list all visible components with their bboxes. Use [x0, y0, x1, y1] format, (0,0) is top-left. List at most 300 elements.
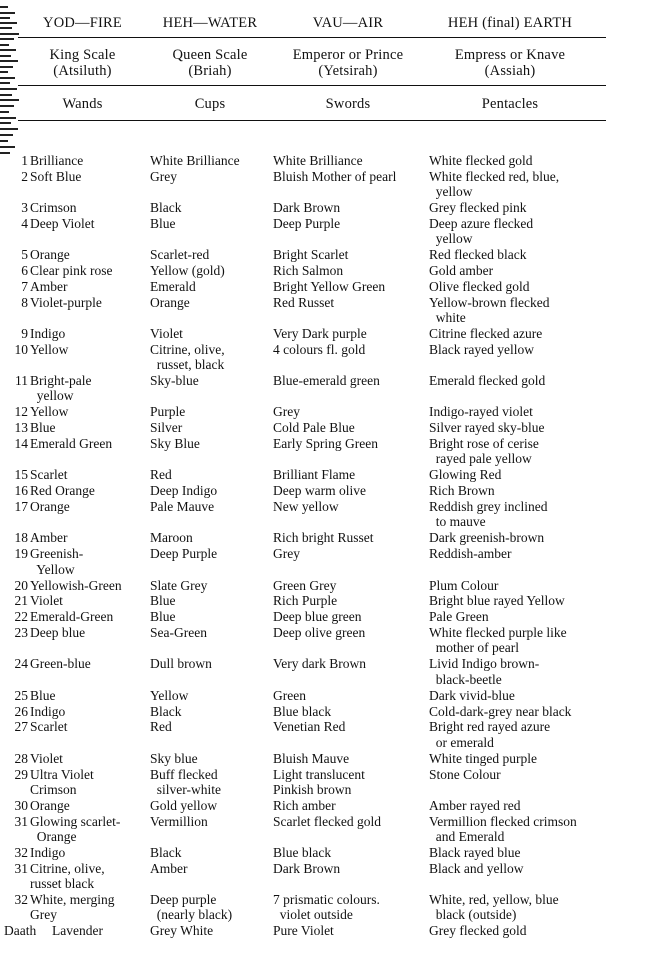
- emperor-scale-cell: [273, 326, 367, 341]
- cell-line: Blue: [30, 687, 56, 703]
- emperor-scale-cell: [273, 845, 331, 860]
- cell-line: Rich Purple: [273, 593, 338, 609]
- cell-line: rayed pale yellow: [429, 451, 532, 467]
- cell-line: Soft Blue: [30, 168, 82, 184]
- cell-line: Rich bright Russet: [273, 530, 374, 546]
- cell-line: Dull brown: [150, 656, 212, 672]
- cell-line: Brilliance: [30, 153, 84, 168]
- emperor-scale-cell: [273, 499, 339, 514]
- path-number: 23: [14, 625, 28, 641]
- empress-scale-cell: [429, 216, 533, 247]
- path-number: 3: [21, 200, 28, 216]
- cell-line: Blue: [150, 593, 176, 609]
- cell-line: Deep Purple: [150, 546, 218, 562]
- empress-scale-cell: [429, 373, 545, 388]
- king-scale-cell: [30, 404, 68, 419]
- cell-line: Yellowish-Green: [30, 577, 122, 593]
- path-number: 22: [14, 609, 28, 625]
- cell-line: mother of pearl: [429, 640, 519, 656]
- queen-scale-cell: [150, 373, 199, 388]
- cell-line: 7 prismatic colours.: [273, 891, 380, 907]
- king-scale-title: King Scale: [49, 47, 116, 63]
- path-number: 16: [14, 483, 28, 499]
- king-scale-cell: [30, 483, 95, 498]
- cell-line: and Emerald: [429, 828, 505, 844]
- emperor-scale-world: (Yetsirah): [318, 63, 378, 79]
- cell-line: Black rayed yellow: [429, 342, 534, 357]
- emperor-scale-title: Emperor or Prince: [292, 47, 404, 63]
- cell-line: Emerald Green: [30, 436, 113, 452]
- cell-line: White flecked purple like: [429, 625, 567, 641]
- queen-scale-cell: [150, 153, 240, 168]
- king-scale-cell: [30, 656, 91, 671]
- cell-line: Indigo: [30, 844, 66, 860]
- path-number: 29: [14, 766, 28, 782]
- queen-scale-cell: [150, 420, 182, 435]
- edge-mark: [0, 146, 15, 148]
- edge-mark: [0, 117, 16, 119]
- cell-line: Amber: [30, 530, 68, 546]
- queen-scale-cell: [150, 295, 190, 310]
- cell-line: Emerald-Green: [30, 609, 114, 625]
- header-wands: Wands: [62, 96, 103, 112]
- king-scale-cell: [30, 845, 65, 860]
- cell-line: Grey flecked gold: [429, 923, 527, 939]
- cell-line: Bright Yellow Green: [273, 279, 386, 294]
- cell-line: White Brilliance: [273, 153, 363, 168]
- king-scale-cell: [30, 263, 112, 278]
- empress-scale-cell: [429, 436, 539, 467]
- cell-line: Deep purple: [150, 891, 217, 907]
- cell-line: Sea-Green: [150, 625, 207, 641]
- king-scale-cell: [30, 814, 120, 845]
- king-scale-cell: [30, 153, 83, 168]
- cell-line: Red Orange: [30, 483, 95, 499]
- empress-scale-cell: [429, 656, 539, 687]
- path-number: 8: [21, 294, 28, 310]
- cell-line: Dark greenish-brown: [429, 530, 545, 546]
- king-scale-cell: [30, 200, 77, 215]
- queen-scale-cell: [150, 326, 183, 341]
- cell-line: New yellow: [273, 499, 339, 515]
- cell-line: Bright rose of cerise: [429, 436, 539, 452]
- empress-scale-cell: [429, 845, 520, 860]
- path-number: 11: [15, 373, 28, 389]
- cell-line: Green Grey: [273, 577, 337, 593]
- cell-line: Yellow: [150, 687, 189, 703]
- cell-line: Rich Salmon: [273, 263, 344, 279]
- path-number: 32: [14, 844, 28, 860]
- emperor-scale-cell: [273, 593, 337, 608]
- cell-line: Gold amber: [429, 263, 494, 279]
- path-number: 1: [21, 153, 28, 168]
- cell-line: Cold Pale Blue: [273, 420, 355, 436]
- queen-scale-cell: [150, 798, 217, 813]
- edge-mark: [0, 38, 14, 40]
- empress-scale-cell: [429, 719, 550, 750]
- header-vau-air: VAU—AIR: [312, 15, 384, 31]
- emperor-scale-cell: [273, 625, 365, 640]
- cell-line: Brilliant Flame: [273, 467, 356, 483]
- cell-line: yellow: [30, 388, 74, 404]
- cell-line: Deep Violet: [30, 216, 95, 231]
- path-number: Daath: [4, 923, 37, 939]
- emperor-scale-cell: [273, 892, 380, 923]
- cell-line: Glowing Red: [429, 467, 502, 483]
- cell-line: Black and yellow: [429, 860, 524, 876]
- empress-scale-title: Empress or Knave: [454, 47, 566, 63]
- king-scale-cell: [30, 767, 94, 798]
- emperor-scale-cell: [273, 436, 378, 451]
- edge-mark: [0, 88, 17, 90]
- cell-line: Blue-emerald green: [273, 373, 380, 389]
- queen-scale-cell: [150, 609, 176, 624]
- king-scale-cell: [30, 279, 68, 294]
- empress-scale-cell: [429, 923, 526, 938]
- queen-scale-title: Queen Scale: [172, 47, 248, 63]
- queen-scale-cell: [150, 200, 182, 215]
- cell-line: Grey: [273, 404, 300, 420]
- cell-line: White flecked gold: [429, 153, 533, 168]
- edge-mark: [0, 111, 9, 113]
- king-scale-cell: [30, 467, 67, 482]
- cell-line: Green: [273, 687, 306, 703]
- cell-line: Deep blue green: [273, 609, 362, 625]
- edge-mark: [0, 33, 19, 35]
- emperor-scale-cell: [273, 751, 349, 766]
- emperor-scale-cell: [273, 483, 366, 498]
- path-number: 19: [14, 546, 28, 562]
- queen-scale-cell: [150, 845, 182, 860]
- cell-line: black-beetle: [429, 671, 502, 687]
- cell-line: Scarlet-red: [150, 247, 210, 263]
- emperor-scale-cell: [273, 767, 365, 798]
- cell-line: Rich Brown: [429, 483, 495, 499]
- edge-mark: [0, 6, 8, 8]
- cell-line: Grey: [273, 546, 300, 562]
- emperor-scale-cell: [273, 546, 300, 561]
- cell-line: Green-blue: [30, 656, 91, 672]
- emperor-scale-cell: [273, 530, 374, 545]
- empress-scale-cell: [429, 767, 501, 782]
- cell-line: Venetian Red: [273, 719, 346, 735]
- path-number: 10: [14, 342, 28, 357]
- king-scale-cell: [30, 420, 56, 435]
- path-number: 21: [14, 593, 28, 609]
- king-scale-cell: [30, 546, 83, 577]
- cell-line: Indigo-rayed violet: [429, 404, 533, 420]
- cell-line: silver-white: [150, 781, 221, 797]
- queen-scale-cell: [150, 483, 217, 498]
- cell-line: Deep blue: [30, 625, 86, 641]
- cell-line: Blue: [150, 216, 176, 231]
- king-scale-cell: [30, 342, 68, 357]
- cell-line: Sky Blue: [150, 436, 200, 452]
- path-number: 32: [14, 891, 28, 907]
- cell-line: Very dark Brown: [273, 656, 366, 672]
- cell-line: Citrine, olive,: [30, 860, 105, 876]
- cell-line: black (outside): [429, 907, 517, 923]
- cell-line: Black: [150, 844, 182, 860]
- cell-line: Violet: [30, 593, 63, 609]
- cell-line: Bright Scarlet: [273, 247, 349, 263]
- king-scale-cell: [30, 373, 91, 404]
- empress-scale-cell: [429, 200, 526, 215]
- cell-line: russet, black: [150, 357, 225, 373]
- emperor-scale-cell: [273, 814, 381, 829]
- cell-line: Orange: [150, 294, 190, 310]
- cell-line: Very Dark purple: [273, 326, 367, 342]
- king-scale-cell: [30, 216, 95, 231]
- cell-line: Silver rayed sky-blue: [429, 420, 545, 436]
- empress-scale-cell: [429, 153, 532, 168]
- cell-line: Pale Mauve: [150, 499, 215, 515]
- emperor-scale-cell: [273, 578, 336, 593]
- queen-scale-cell: [150, 688, 188, 703]
- cell-line: Dark vivid-blue: [429, 687, 515, 703]
- king-scale-cell: [30, 436, 112, 451]
- emperor-scale-cell: [273, 688, 306, 703]
- cell-line: Grey: [30, 907, 57, 923]
- queen-scale-cell: [150, 530, 193, 545]
- cell-line: Violet-purple: [30, 294, 102, 310]
- cell-line: Blue: [30, 420, 56, 436]
- cell-line: Blue black: [273, 844, 332, 860]
- edge-mark: [0, 134, 13, 136]
- empress-scale-cell: [429, 798, 520, 813]
- cell-line: White, merging: [30, 891, 115, 907]
- cell-line: Crimson: [30, 781, 77, 797]
- edge-mark: [0, 71, 8, 73]
- header-rule-2: [18, 85, 606, 86]
- empress-scale-cell: [429, 530, 544, 545]
- empress-scale-cell: [429, 499, 547, 530]
- queen-scale-cell: [150, 546, 217, 561]
- king-scale-cell: [30, 704, 65, 719]
- path-number: 31: [14, 860, 28, 876]
- emperor-scale-cell: [273, 719, 345, 734]
- cell-line: Emerald flecked gold: [429, 373, 546, 389]
- cell-line: Rich amber: [273, 797, 336, 813]
- cell-line: Deep Indigo: [150, 483, 218, 499]
- emperor-scale-cell: [273, 798, 336, 813]
- edge-mark: [0, 82, 10, 84]
- cell-line: Buff flecked: [150, 766, 218, 782]
- cell-line: Grey flecked pink: [429, 200, 527, 216]
- cell-line: Deep azure flecked: [429, 216, 534, 231]
- emperor-scale-cell: [273, 404, 300, 419]
- empress-scale-cell: [429, 247, 526, 262]
- header-heh-final-earth: HEH (final) EARTH: [447, 15, 573, 31]
- cell-line: Black rayed blue: [429, 844, 521, 860]
- cell-line: Bright blue rayed Yellow: [429, 593, 565, 609]
- path-number: 13: [14, 420, 28, 436]
- cell-line: White tinged purple: [429, 750, 537, 766]
- empress-scale-cell: [429, 814, 577, 845]
- cell-line: Indigo: [30, 326, 66, 342]
- empress-scale-cell: [429, 704, 571, 719]
- path-number: 5: [21, 247, 28, 263]
- path-number: 4: [21, 216, 28, 231]
- cell-line: Red Russet: [273, 294, 335, 310]
- king-scale-cell: [30, 861, 105, 892]
- king-scale-cell: [30, 719, 67, 734]
- queen-scale-cell: [150, 263, 225, 278]
- cell-line: Bluish Mauve: [273, 750, 350, 766]
- emperor-scale-cell: [273, 656, 366, 671]
- empress-scale-cell: [429, 625, 567, 656]
- king-scale-cell: [30, 530, 68, 545]
- cell-line: Blue black: [273, 703, 332, 719]
- cell-line: Pure Violet: [273, 923, 334, 939]
- cell-line: Yellow: [30, 342, 69, 357]
- cell-line: Amber: [150, 860, 188, 876]
- edge-mark: [0, 122, 11, 124]
- cell-line: Indigo: [30, 703, 66, 719]
- queen-scale-cell: [150, 861, 188, 876]
- emperor-scale-cell: [273, 263, 343, 278]
- cell-line: Ultra Violet: [30, 766, 94, 782]
- queen-scale-cell: [150, 247, 209, 262]
- cell-line: Light translucent: [273, 766, 365, 782]
- header-pentacles: Pentacles: [481, 96, 539, 112]
- cell-line: (nearly black): [150, 907, 233, 923]
- cell-line: Sky blue: [150, 750, 198, 766]
- cell-line: Amber: [30, 279, 68, 294]
- king-scale-cell: [30, 326, 65, 341]
- empress-scale-cell: [429, 279, 529, 294]
- path-number: 18: [14, 530, 28, 546]
- header-rule-1: [18, 37, 606, 38]
- cell-line: Orange: [30, 247, 70, 263]
- empress-scale-cell: [429, 892, 559, 923]
- cell-line: yellow: [429, 231, 473, 247]
- king-scale-cell: [30, 169, 81, 184]
- cell-line: yellow: [429, 184, 473, 200]
- empress-scale-cell: [429, 467, 501, 482]
- header-queen-scale: [140, 47, 280, 79]
- king-scale-cell: [30, 751, 63, 766]
- cell-line: Citrine flecked azure: [429, 326, 543, 342]
- cell-line: russet black: [30, 875, 95, 891]
- cell-line: to mauve: [429, 514, 486, 530]
- cell-line: Slate Grey: [150, 577, 208, 593]
- queen-scale-cell: [150, 704, 182, 719]
- cell-line: Deep Purple: [273, 216, 341, 231]
- cell-line: Orange: [30, 499, 70, 515]
- cell-line: Bluish Mother of pearl: [273, 168, 397, 184]
- cell-line: Red: [150, 719, 172, 735]
- cell-line: Maroon: [150, 530, 193, 546]
- empress-scale-cell: [429, 751, 537, 766]
- cell-line: Yellow (gold): [150, 263, 225, 279]
- cell-line: Dark Brown: [273, 200, 341, 216]
- empress-scale-cell: [429, 326, 542, 341]
- path-number: 7: [21, 279, 28, 294]
- path-number: 25: [14, 687, 28, 703]
- cell-line: Orange: [30, 828, 77, 844]
- path-number: 15: [14, 467, 28, 483]
- king-scale-cell: [30, 578, 122, 593]
- edge-mark: [0, 44, 9, 46]
- emperor-scale-cell: [273, 923, 334, 938]
- king-scale-cell: [30, 499, 70, 514]
- cell-line: Plum Colour: [429, 577, 499, 593]
- king-scale-cell: [30, 295, 102, 310]
- cell-line: Black: [150, 200, 182, 216]
- cell-line: Silver: [150, 420, 183, 436]
- empress-scale-cell: [429, 295, 549, 326]
- cell-line: Early Spring Green: [273, 436, 378, 452]
- cell-line: Bright-pale: [30, 373, 92, 389]
- cell-line: Clear pink rose: [30, 263, 113, 279]
- cell-line: Cold-dark-grey near black: [429, 703, 572, 719]
- queen-scale-world: (Briah): [188, 63, 232, 79]
- cell-line: Scarlet: [30, 719, 68, 735]
- edge-mark: [0, 128, 18, 130]
- cell-line: Red: [150, 467, 172, 483]
- cell-line: Livid Indigo brown-: [429, 656, 540, 672]
- empress-scale-cell: [429, 404, 533, 419]
- cell-line: Yellow-brown flecked: [429, 294, 550, 310]
- cell-line: Red flecked black: [429, 247, 527, 263]
- empress-scale-world: (Assiah): [484, 63, 536, 79]
- edge-mark: [0, 12, 15, 14]
- queen-scale-cell: [150, 467, 172, 482]
- cell-line: white: [429, 310, 466, 326]
- queen-scale-cell: [150, 814, 208, 829]
- path-number: 2: [21, 168, 28, 184]
- cell-line: Amber rayed red: [429, 797, 521, 813]
- emperor-scale-cell: [273, 342, 365, 357]
- emperor-scale-cell: [273, 169, 396, 184]
- cell-line: Crimson: [30, 200, 77, 216]
- queen-scale-cell: [150, 342, 225, 373]
- queen-scale-cell: [150, 436, 200, 451]
- path-number: 12: [14, 404, 28, 420]
- empress-scale-cell: [429, 546, 511, 561]
- cell-line: Orange: [30, 797, 70, 813]
- king-scale-cell: [30, 625, 85, 640]
- cell-line: Scarlet: [30, 467, 68, 483]
- queen-scale-cell: [150, 656, 212, 671]
- queen-scale-cell: [150, 719, 172, 734]
- cell-line: White flecked red, blue,: [429, 168, 560, 184]
- cell-line: Olive flecked gold: [429, 279, 530, 294]
- queen-scale-cell: [150, 279, 196, 294]
- cell-line: Vermillion: [150, 813, 208, 829]
- emperor-scale-cell: [273, 609, 361, 624]
- king-scale-cell: [30, 688, 56, 703]
- emperor-scale-cell: [273, 216, 340, 231]
- path-number: 27: [14, 719, 28, 735]
- cell-line: Dark Brown: [273, 860, 341, 876]
- king-scale-cell: [30, 609, 113, 624]
- queen-scale-cell: [150, 625, 207, 640]
- header-empress-scale: [430, 47, 590, 79]
- cell-line: Pinkish brown: [273, 781, 352, 797]
- empress-scale-cell: [429, 342, 534, 357]
- cell-line: Citrine, olive,: [150, 342, 225, 357]
- cell-line: Gold yellow: [150, 797, 218, 813]
- cell-line: Yellow: [30, 561, 75, 577]
- path-number: 26: [14, 703, 28, 719]
- queen-scale-cell: [150, 767, 221, 798]
- path-number: 31: [14, 813, 28, 829]
- empress-scale-cell: [429, 609, 489, 624]
- emperor-scale-cell: [273, 200, 340, 215]
- queen-scale-cell: [150, 751, 198, 766]
